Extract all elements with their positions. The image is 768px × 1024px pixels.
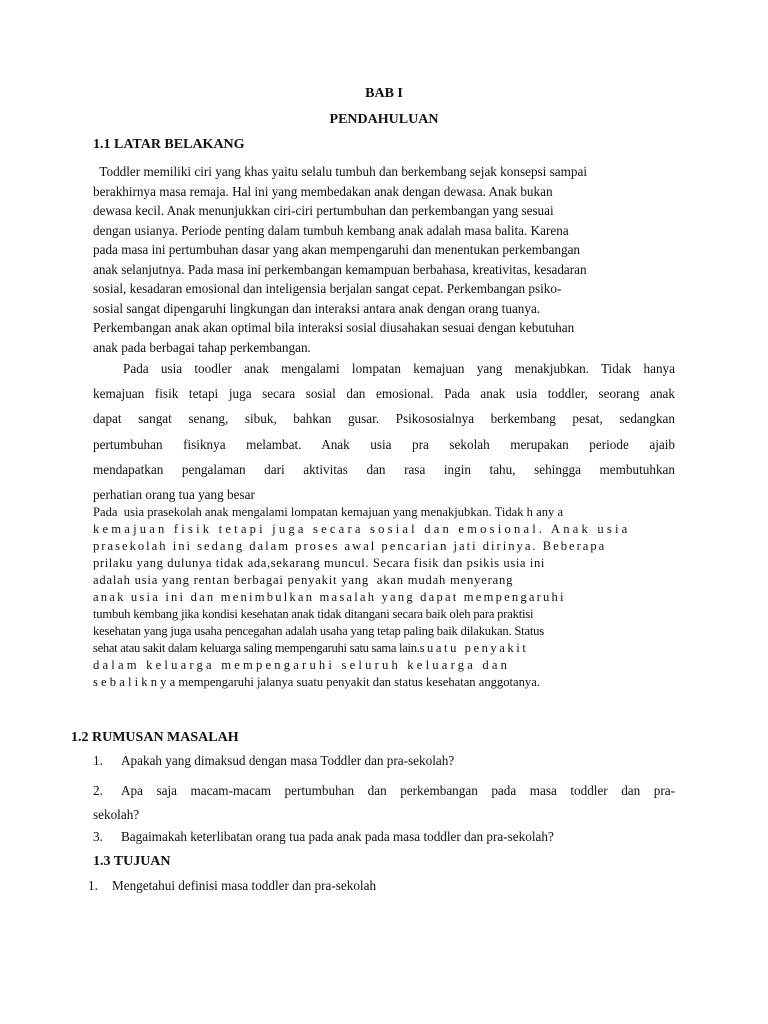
- chapter-title: [0, 112, 768, 128]
- paragraph-latar-belakang-3: [93, 504, 675, 691]
- text-line: perhatian orang tua yang besar: [93, 486, 255, 502]
- text-line: dewasa kecil. Anak menunjukkan ciri-ciri pertumbuhan dan perkembangan yang sesuai: [93, 203, 554, 218]
- text-line: dapat sangat senang, sibuk, bahkan gusar. Psikososialnya berkembang pesat, sedangkan: [93, 411, 675, 427]
- text-line: sosial, kesadaran emosional dan inteligensia berjalan sangat cepat. Perkembangan psiko-: [93, 281, 562, 296]
- text-line: tumbuh kembang jika kondisi kesehatan anak tidak ditangani secara baik oleh para praktisi: [93, 607, 534, 621]
- text-line: dalam keluarga mempengaruhi seluruh keluarga dan: [93, 658, 511, 672]
- list-text: Apakah yang dimaksud dengan masa Toddler dan pra-sekolah?: [121, 753, 455, 768]
- list-number: 2.: [93, 783, 103, 798]
- chapter-title-text: PENDAHULUAN: [329, 112, 439, 127]
- list-number: 1.: [93, 753, 103, 768]
- list-number: 1.: [88, 878, 98, 893]
- chapter-number-text: BAB I: [365, 86, 403, 101]
- text-line: Pada usia toodler anak mengalami lompatan kemajuan yang menakjubkan. Tidak hanya: [123, 361, 675, 376]
- section-heading-tujuan: 1.3 TUJUAN: [93, 854, 171, 869]
- text-line: mendapatkan pengalaman dari aktivitas dan rasa ingin tahu, sehingga membutuhkan: [93, 461, 675, 477]
- text-line: kemajuan fisik tetapi juga secara sosial dan emosional. Pada anak usia toddler, seorang anak: [93, 386, 675, 402]
- text-line: anak selanjutnya. Pada masa ini perkembangan kemampuan berbahasa, kreativitas, kesadaran: [93, 261, 587, 277]
- text-line: pada masa ini pertumbuhan dasar yang akan mempengaruhi dan menentukan perkembangan: [93, 242, 581, 257]
- text-line: prilaku yang dulunya tidak ada,sekarang muncul. Secara fisik dan psikis usia ini: [93, 556, 545, 570]
- list-text: Bagaimakah keterlibatan orang tua pada anak pada masa toddler dan pra-sekolah?: [121, 829, 554, 844]
- paragraph-latar-belakang-2: [93, 356, 675, 507]
- list-line: sekolah?: [93, 807, 140, 822]
- text-line: anak pada berbagai tahap perkembangan.: [93, 339, 311, 355]
- text-line: Toddler memiliki ciri yang khas yaitu selalu tumbuh dan berkembang sejak konsepsi sampai: [93, 164, 587, 179]
- text-line: kemajuan fisik tetapi juga secara sosial dan emosional. Anak usia: [93, 522, 631, 536]
- text-line: s e b a l i k n y a mempengaruhi jalanya suatu penyakit dan status kesehatan anggotanya.: [93, 675, 540, 689]
- text-line: Pada usia prasekolah anak mengalami lompatan kemajuan yang menakjubkan. Tidak h any a: [93, 505, 564, 519]
- paragraph-latar-belakang-1: [93, 162, 683, 357]
- list-item: [88, 878, 376, 894]
- list-text: Mengetahui definisi masa toddler dan pra-sekolah: [112, 878, 377, 893]
- text-line: anak usia ini dan menimbulkan masalah yang dapat mempengaruhi: [93, 590, 566, 604]
- list-item: [93, 829, 554, 845]
- text-line: berakhirnya masa remaja. Hal ini yang membedakan anak dengan dewasa. Anak bukan: [93, 183, 553, 199]
- text-line: sehat atau sakit dalam keluarga saling mempengaruhi satu sama lain.s u a t u p e n y a k i t: [93, 641, 526, 655]
- list-number: 3.: [93, 829, 103, 844]
- text-line: kesehatan yang juga usaha pencegahan adalah usaha yang tetap paling baik dilakukan. Status: [93, 624, 544, 638]
- list-item: [93, 753, 454, 769]
- text-line: pertumbuhan fisiknya melambat. Anak usia pra sekolah merupakan periode ajaib: [93, 436, 675, 452]
- text-line: Perkembangan anak akan optimal bila interaksi sosial diusahakan sesuai dengan kebutuhan: [93, 320, 575, 335]
- list-line: [93, 779, 675, 803]
- chapter-number: [0, 86, 768, 102]
- text-line: prasekolah ini sedang dalam proses awal pencarian jati dirinya. Beberapa: [93, 539, 607, 553]
- list-item: [93, 779, 675, 827]
- section-heading-rumusan-masalah: 1.2 RUMUSAN MASALAH: [71, 730, 239, 745]
- text-line: sosial sangat dipengaruhi lingkungan dan interaksi antara anak dengan orang tuanya.: [93, 300, 541, 316]
- text-line: adalah usia yang rentan berbagai penyakit yang akan mudah menyerang: [93, 573, 514, 587]
- list-text: Apa saja macam-macam pertumbuhan dan perkembangan pada masa toddler dan pra-: [121, 783, 675, 798]
- section-heading-latar-belakang: 1.1 LATAR BELAKANG: [93, 137, 245, 152]
- text-line: dengan usianya. Periode penting dalam tumbuh kembang anak adalah masa balita. Karena: [93, 222, 569, 238]
